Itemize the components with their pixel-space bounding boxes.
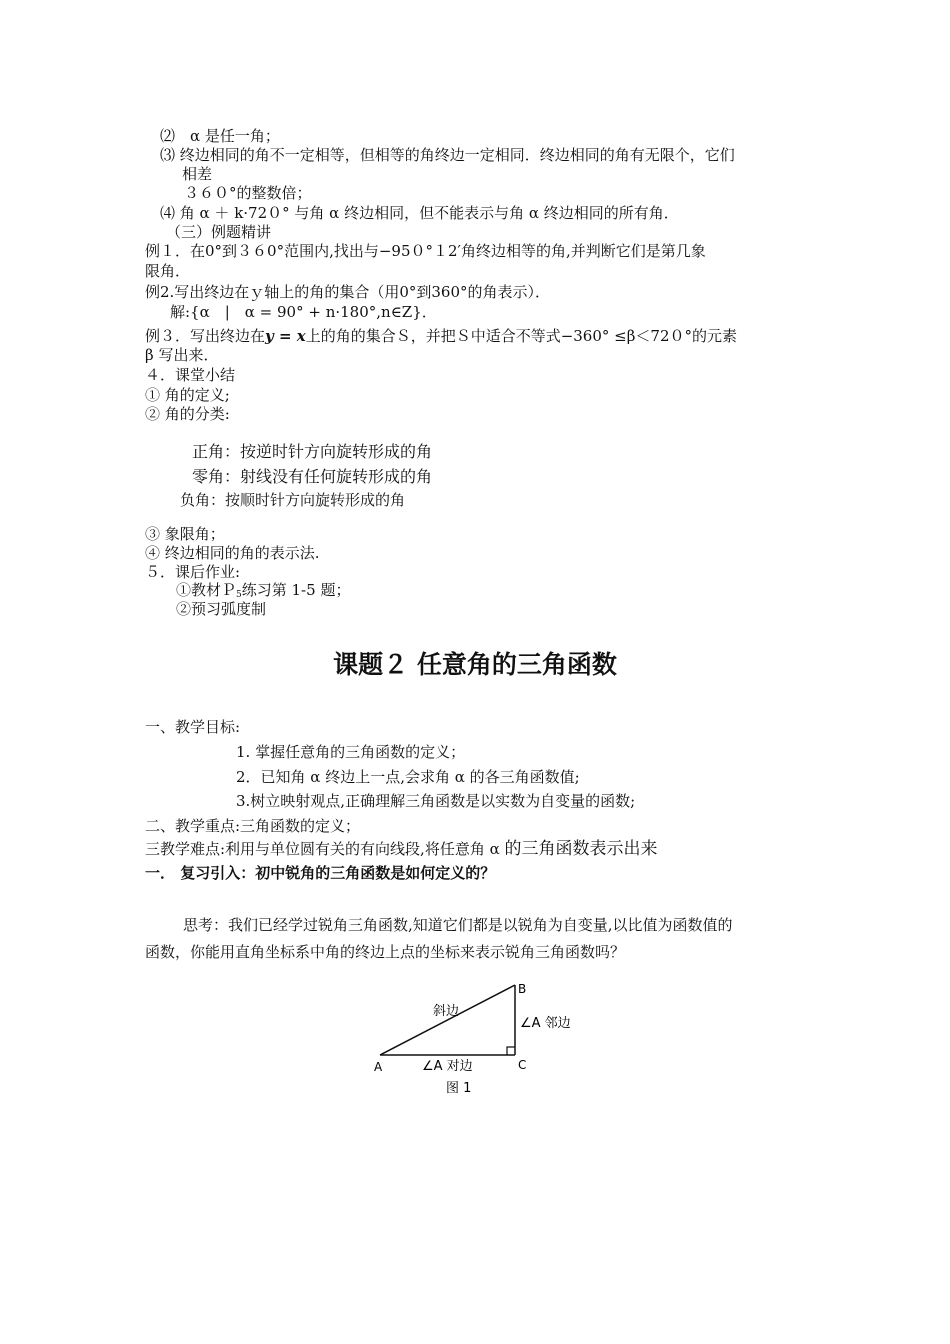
- goals-heading: 一、教学目标:: [145, 718, 241, 736]
- triangle-figure: [360, 975, 600, 1100]
- homework-item-1-a: ①教材Ｐ: [176, 581, 237, 599]
- think-line1: 思考：我们已经学过锐角三角函数,知道它们都是以锐角为自变量,以比值为函数值的: [183, 916, 733, 934]
- summary-heading: ４．课堂小结: [145, 366, 236, 384]
- goal-3: 3.树立映射观点,正确理解三角函数是以实数为自变量的函数;: [236, 792, 636, 810]
- lesson-title: 课题２ 任意角的三角函数: [333, 650, 617, 679]
- example-3-line2: β 写出来．: [145, 346, 219, 364]
- item-3-line2: 相差: [182, 165, 213, 183]
- goal-2: 2．已知角 α 终边上一点,会求角 α 的各三角函数值;: [236, 768, 580, 786]
- homework-heading: ５．课后作业:: [145, 563, 241, 581]
- difficulty-text-a: 三教学难点:利用与单位圆有关的有向线段,将任意角 α: [145, 840, 505, 858]
- example-1-line2: 限角．: [145, 262, 191, 280]
- class-negative: 负角：按顺时针方向旋转形成的角: [180, 491, 406, 509]
- examples-heading: （三）例题精讲: [166, 223, 272, 241]
- example-3-text-b: 上的角的集合Ｓ，并把Ｓ中适合不等式−360° ≤β＜72０°的元素: [305, 327, 737, 345]
- difficulty-text-b: 的三角函数表示出来: [504, 839, 658, 859]
- item-3-line3: ３６０°的整数倍；: [184, 184, 312, 202]
- difficulty: [145, 840, 658, 859]
- class-zero: 零角：射线没有任何旋转形成的角: [192, 467, 433, 486]
- homework-item-1-b: 练习第 1-5 题；: [241, 581, 351, 599]
- right-angle-mark: [507, 1047, 515, 1055]
- item-2: ⑵ α 是任一角；: [160, 127, 280, 145]
- item-3-line1: ⑶ 终边相同的角不一定相等，但相等的角终边一定相同．终边相同的角有无限个，它们: [160, 146, 735, 164]
- hypotenuse-label: 斜边: [433, 1004, 460, 1019]
- example-2-solution: 解:{α | α = 90° + n·180°,n∈Z}．: [170, 303, 437, 321]
- adjacent-label: ∠A 邻边: [520, 1016, 571, 1031]
- example-3-formula: y = x: [265, 327, 306, 345]
- homework-item-1-sub: 5: [236, 590, 242, 600]
- goal-1: 1. 掌握任意角的三角函数的定义；: [236, 743, 466, 761]
- key-point: 二、教学重点:三角函数的定义；: [145, 817, 361, 835]
- example-2-line1: 例2.写出终边在ｙ轴上的角的集合（用0°到360°的角表示）．: [145, 283, 550, 301]
- opposite-label: ∠A 对边: [422, 1059, 473, 1074]
- item-4: ⑷ 角 α ＋ k·72０° 与角 α 终边相同，但不能表示与角 α 终边相同的所有角．: [160, 204, 679, 222]
- think-line2: 函数，你能用直角坐标系中角的终边上点的坐标来表示锐角三角函数吗？: [145, 943, 626, 961]
- example-1-line1: 例１．在0°到３６0°范围内,找出与−95０°１2′角终边相等的角,并判断它们是第几象: [145, 242, 706, 260]
- example-3-text-a: 例３．写出终边在: [145, 327, 266, 345]
- summary-item-4: ④ 终边相同的角的表示法.: [145, 544, 320, 562]
- vertex-C-label: C: [518, 1058, 527, 1072]
- example-3-line1: [145, 327, 737, 346]
- summary-item-1: ① 角的定义;: [145, 386, 230, 404]
- homework-item-2: ②预习弧度制: [176, 600, 267, 618]
- summary-item-2: ② 角的分类:: [145, 405, 230, 423]
- vertex-B-label: B: [518, 982, 527, 996]
- side-AB: [380, 985, 515, 1055]
- class-positive: 正角：按逆时针方向旋转形成的角: [192, 442, 433, 461]
- summary-item-3: ③ 象限角；: [145, 525, 225, 543]
- figure-caption: 图 1: [446, 1081, 472, 1096]
- vertex-A-label: A: [374, 1060, 383, 1074]
- review-heading: 一． 复习引入：初中锐角的三角函数是如何定义的？: [145, 864, 496, 882]
